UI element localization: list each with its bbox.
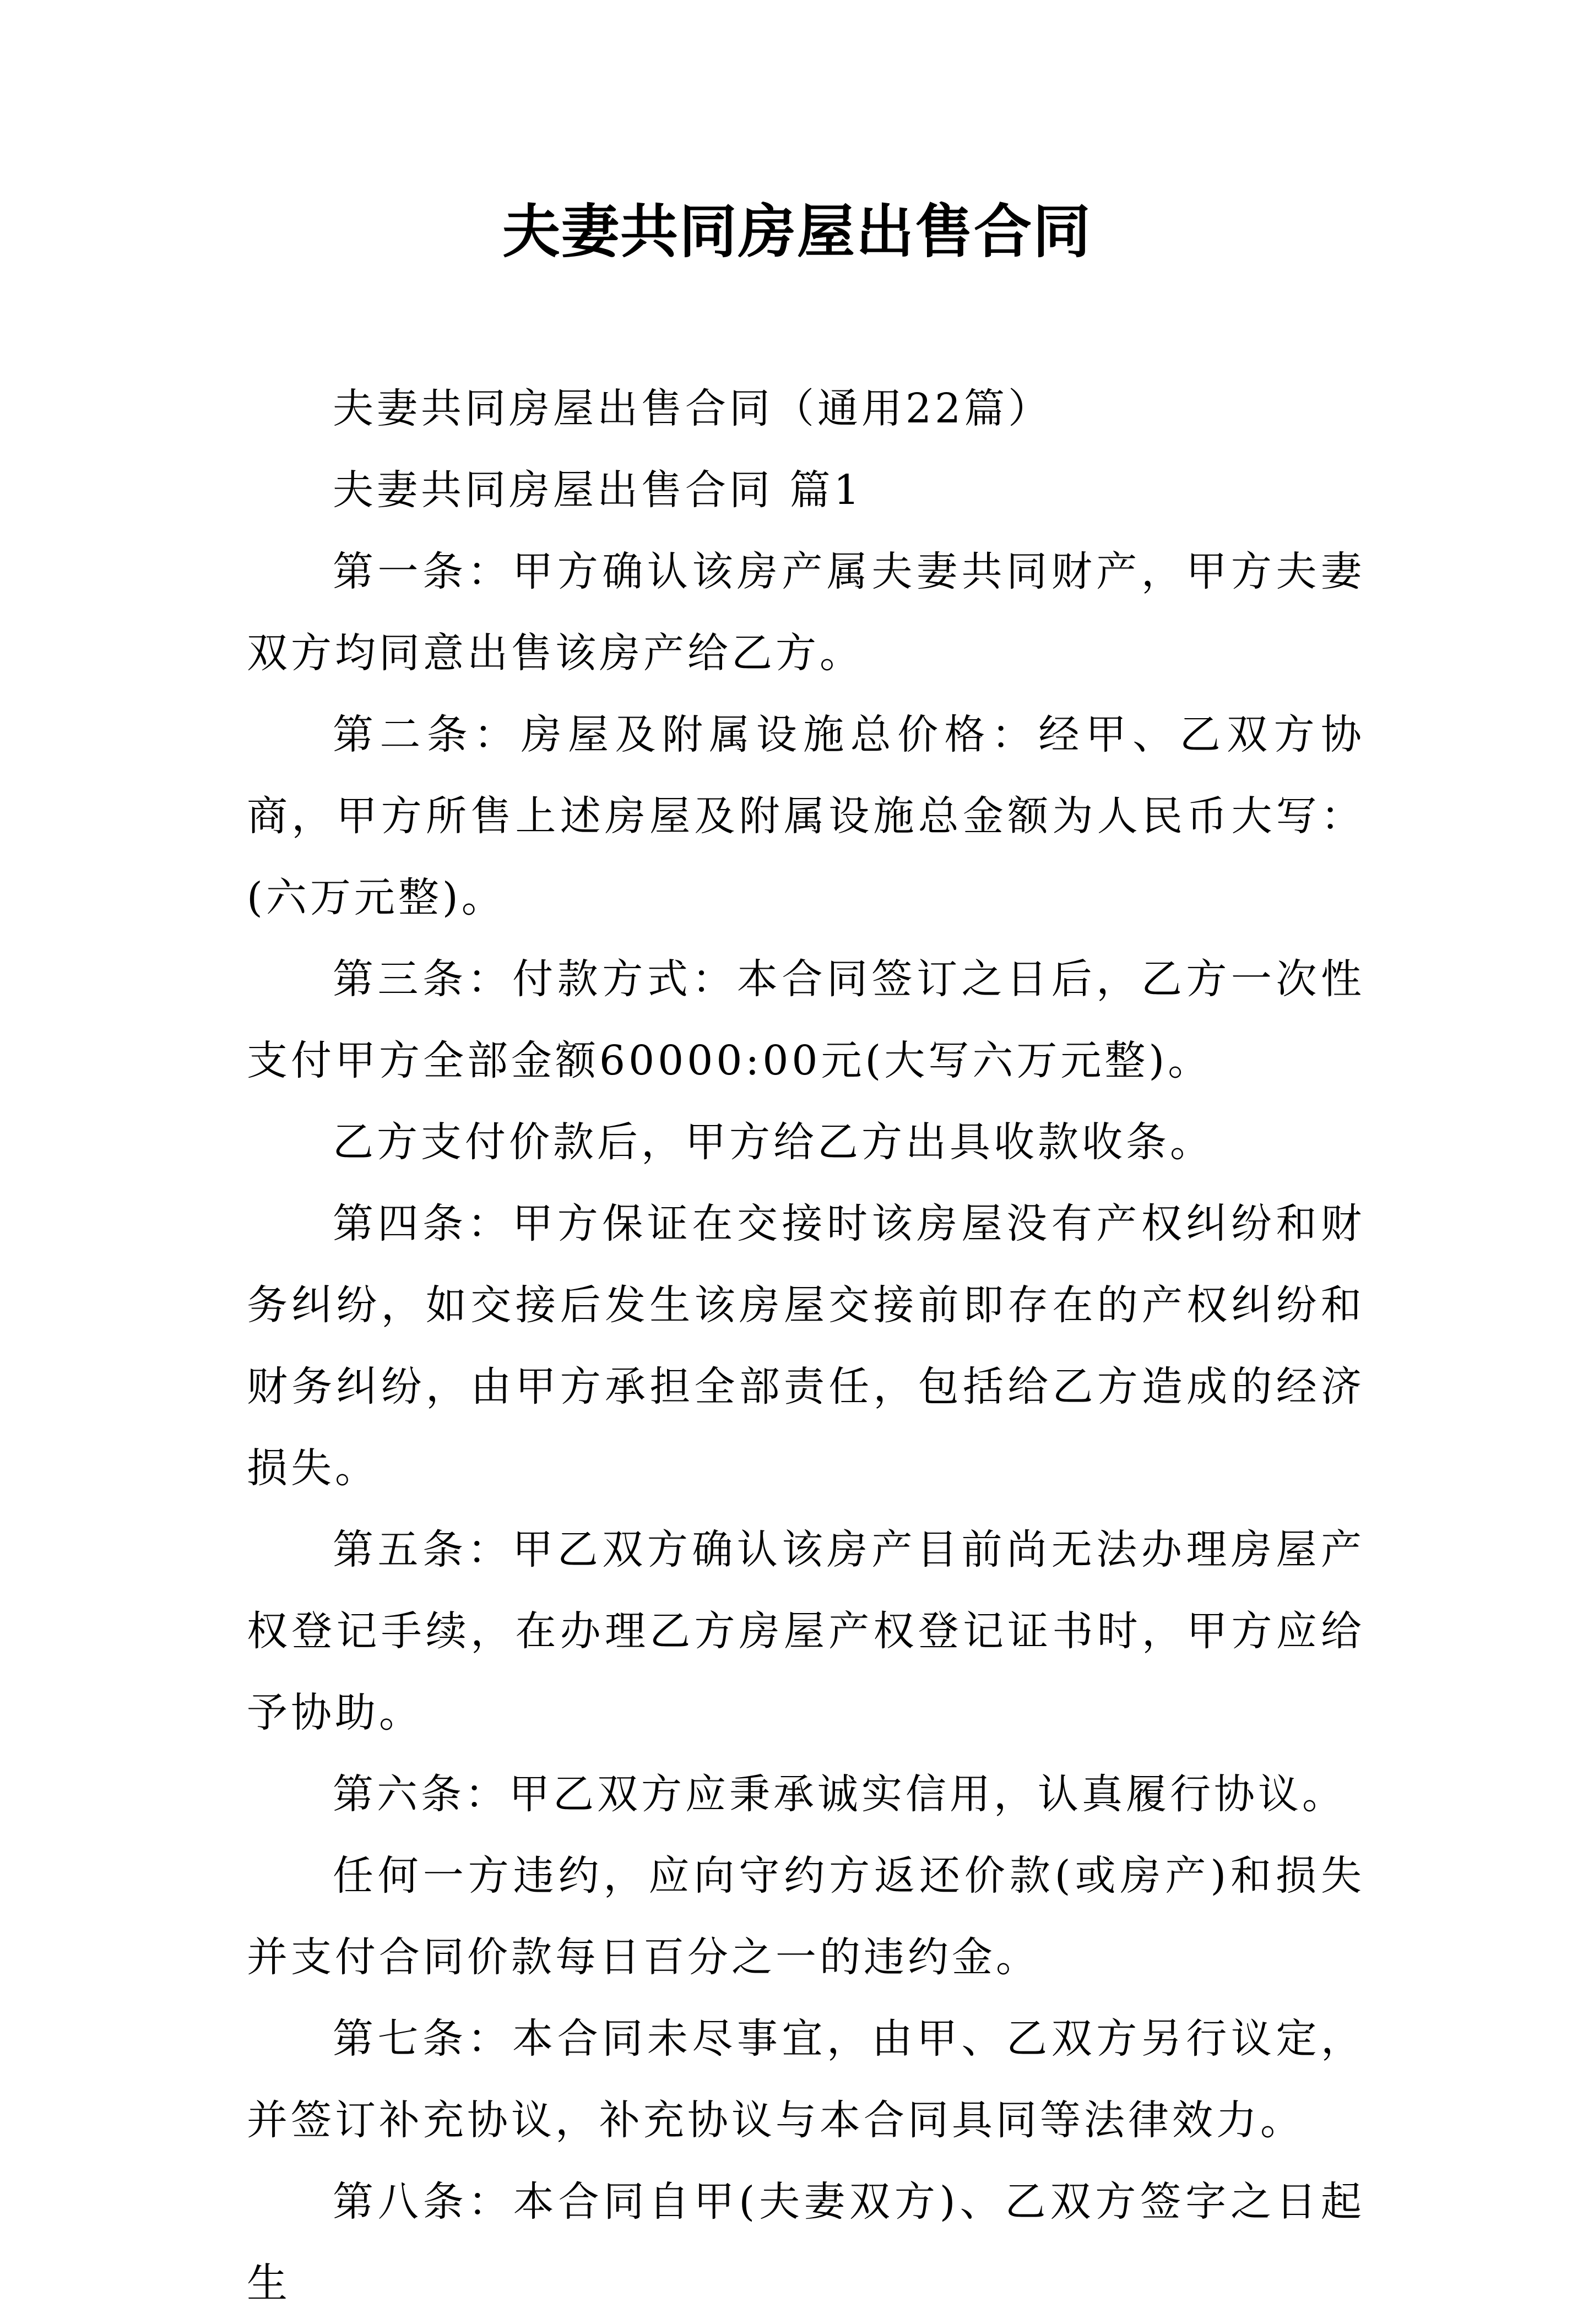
paragraph-article-6: 第六条：甲乙双方应秉承诚实信用，认真履行协议。: [333, 1771, 1346, 1818]
paragraph-article-4: 第四条：甲方保证在交接时该房屋没有产权纠纷和财务纠纷，如交接后发生该房屋交接前即存在的产权纠纷和财务纠纷，由甲方承担全部责任，包括给乙方造成的经济损失。: [247, 1200, 1365, 1492]
paragraph-article-8: 第八条：本合同自甲(夫妻双方)、乙双方签字之日起生: [247, 2178, 1365, 2307]
paragraph-subtitle: 夫妻共同房屋出售合同（通用22篇）: [333, 385, 1053, 432]
paragraph-breach: 任何一方违约，应向守约方返还价款(或房产)和损失并支付合同价款每日百分之一的违约金。: [247, 1852, 1365, 1981]
document-body: [247, 368, 1365, 2324]
paragraph-article-1: 第一条：甲方确认该房产属夫妻共同财产，甲方夫妻双方均同意出售该房产给乙方。: [247, 548, 1365, 677]
paragraph-receipt: 乙方支付价款后，甲方给乙方出具收款收条。: [333, 1118, 1214, 1166]
paragraph-article-3: 第三条：付款方式：本合同签订之日后，乙方一次性支付甲方全部金额60000:00元(大写六万元整)。: [247, 955, 1365, 1084]
paragraph-article-7: 第七条：本合同未尽事宜，由甲、乙双方另行议定，并签订补充协议，补充协议与本合同具同等法律效力。: [247, 2015, 1365, 2144]
paragraph-section-heading: 夫妻共同房屋出售合同 篇1: [333, 466, 863, 514]
document-title: 夫妻共同房屋出售合同: [502, 197, 1092, 265]
paragraph-article-5: 第五条：甲乙双方确认该房产目前尚无法办理房屋产权登记手续，在办理乙方房屋产权登记证书时，甲方应给予协助。: [247, 1526, 1365, 1736]
paragraph-article-2: 第二条：房屋及附属设施总价格：经甲、乙双方协商，甲方所售上述房屋及附属设施总金额为人民币大写：(六万元整)。: [247, 711, 1365, 921]
